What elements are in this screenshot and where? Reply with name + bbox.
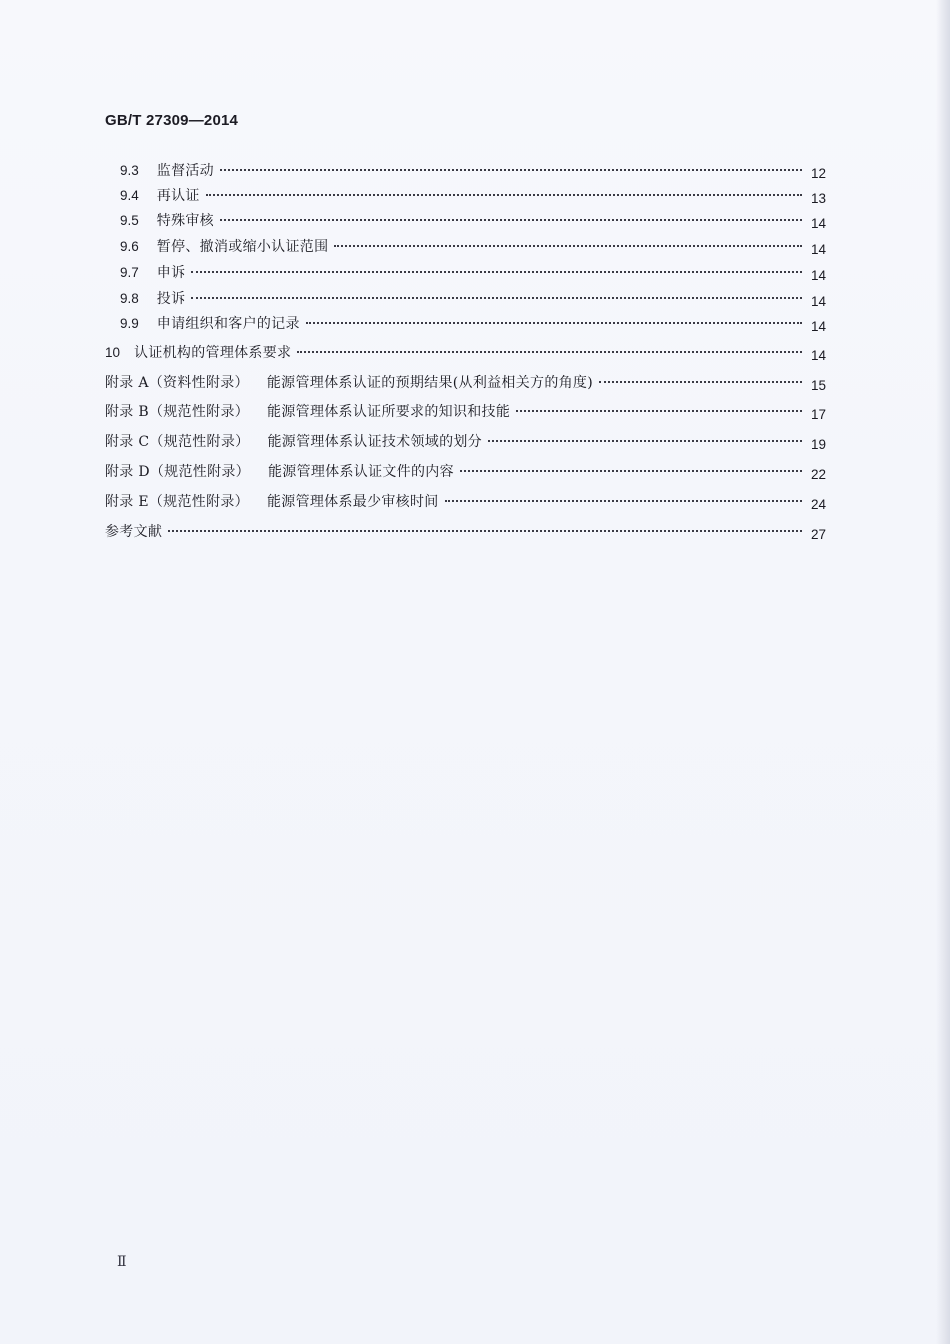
toc-entry-number: 10 <box>105 345 121 360</box>
toc-entry-title: 申请组织和客户的记录 <box>156 316 300 332</box>
toc-entry-page: 27 <box>810 527 826 542</box>
toc-entry <box>120 210 826 232</box>
toc-entry <box>120 288 826 310</box>
toc-entry-page: 24 <box>810 497 826 512</box>
toc-entry <box>120 185 826 207</box>
page-edge-shadow <box>936 0 950 1344</box>
toc-dot-leader <box>445 500 802 502</box>
toc-dot-leader <box>460 470 802 472</box>
toc-entry-page: 14 <box>810 294 826 309</box>
toc-dot-leader <box>297 351 802 353</box>
toc-entry-page: 22 <box>810 467 826 482</box>
toc-dot-leader <box>516 410 802 412</box>
toc-entry-number: 9.7 <box>120 265 139 280</box>
toc-dot-leader <box>220 219 802 221</box>
toc-entry-page: 14 <box>810 216 826 231</box>
toc-entry <box>105 431 826 453</box>
toc-entry-number: 附录 B（规范性附录） <box>105 404 250 420</box>
toc-entry-title: 参考文献 <box>105 524 163 540</box>
toc-entry-page: 12 <box>810 166 826 181</box>
toc-entry <box>120 236 826 258</box>
toc-entry <box>120 160 826 182</box>
toc-entry <box>105 491 826 513</box>
toc-entry <box>105 521 826 543</box>
toc-entry <box>105 342 826 364</box>
toc-dot-leader <box>220 169 802 171</box>
toc-entry <box>120 262 826 284</box>
toc-entry-title: 投诉 <box>156 291 186 307</box>
toc-entry-title: 能源管理体系认证技术领域的划分 <box>267 434 482 450</box>
toc-dot-leader <box>599 381 802 383</box>
toc-dot-leader <box>488 440 802 442</box>
toc-entry-page: 19 <box>810 437 826 452</box>
toc-entry-title: 特殊审核 <box>156 213 214 229</box>
toc-dot-leader <box>206 194 802 196</box>
toc-dot-leader <box>306 322 802 324</box>
toc-entry-page: 17 <box>810 407 826 422</box>
toc-entry-title: 申诉 <box>156 265 186 281</box>
toc-entry-number: 附录 D（规范性附录） <box>105 464 250 480</box>
standard-code-header: GB/T 27309—2014 <box>105 112 239 129</box>
page-number: Ⅱ <box>117 1255 127 1270</box>
toc-entry-number: 9.3 <box>120 163 139 178</box>
toc-entry-page: 14 <box>810 268 826 283</box>
toc-dot-leader <box>334 245 802 247</box>
toc-entry-title: 能源管理体系认证的预期结果(从利益相关方的角度) <box>266 375 593 391</box>
toc-entry <box>105 372 826 394</box>
toc-entry-title: 暂停、撤消或缩小认证范围 <box>156 239 329 255</box>
toc-entry <box>105 401 826 423</box>
toc-dot-leader <box>168 530 802 532</box>
toc-entry-number: 9.5 <box>120 213 139 228</box>
toc-entry-number: 附录 E（规范性附录） <box>105 494 249 510</box>
toc-entry-number: 附录 A（资料性附录） <box>105 375 249 391</box>
toc-entry-page: 13 <box>810 191 826 206</box>
toc-entry-page: 14 <box>810 242 826 257</box>
toc-entry-number: 附录 C（规范性附录） <box>105 434 250 450</box>
toc-entry-title: 能源管理体系最少审核时间 <box>266 494 439 510</box>
toc-entry-number: 9.8 <box>120 291 139 306</box>
toc-dot-leader <box>191 297 802 299</box>
toc-entry-page: 15 <box>810 378 826 393</box>
toc-entry-title: 认证机构的管理体系要求 <box>134 345 292 361</box>
toc-entry-number: 9.6 <box>120 239 139 254</box>
toc-entry-title: 监督活动 <box>156 163 214 179</box>
toc-entry-page: 14 <box>810 348 826 363</box>
toc-entry-title: 能源管理体系认证所要求的知识和技能 <box>267 404 511 420</box>
toc-entry-number: 9.4 <box>120 188 139 203</box>
toc-entry-page: 14 <box>810 319 826 334</box>
toc-entry <box>105 461 826 483</box>
toc-entry-title: 再认证 <box>156 188 200 204</box>
toc-dot-leader <box>191 271 802 273</box>
toc-entry <box>120 313 826 335</box>
toc-entry-number: 9.9 <box>120 316 139 331</box>
toc-entry-title: 能源管理体系认证文件的内容 <box>267 464 454 480</box>
